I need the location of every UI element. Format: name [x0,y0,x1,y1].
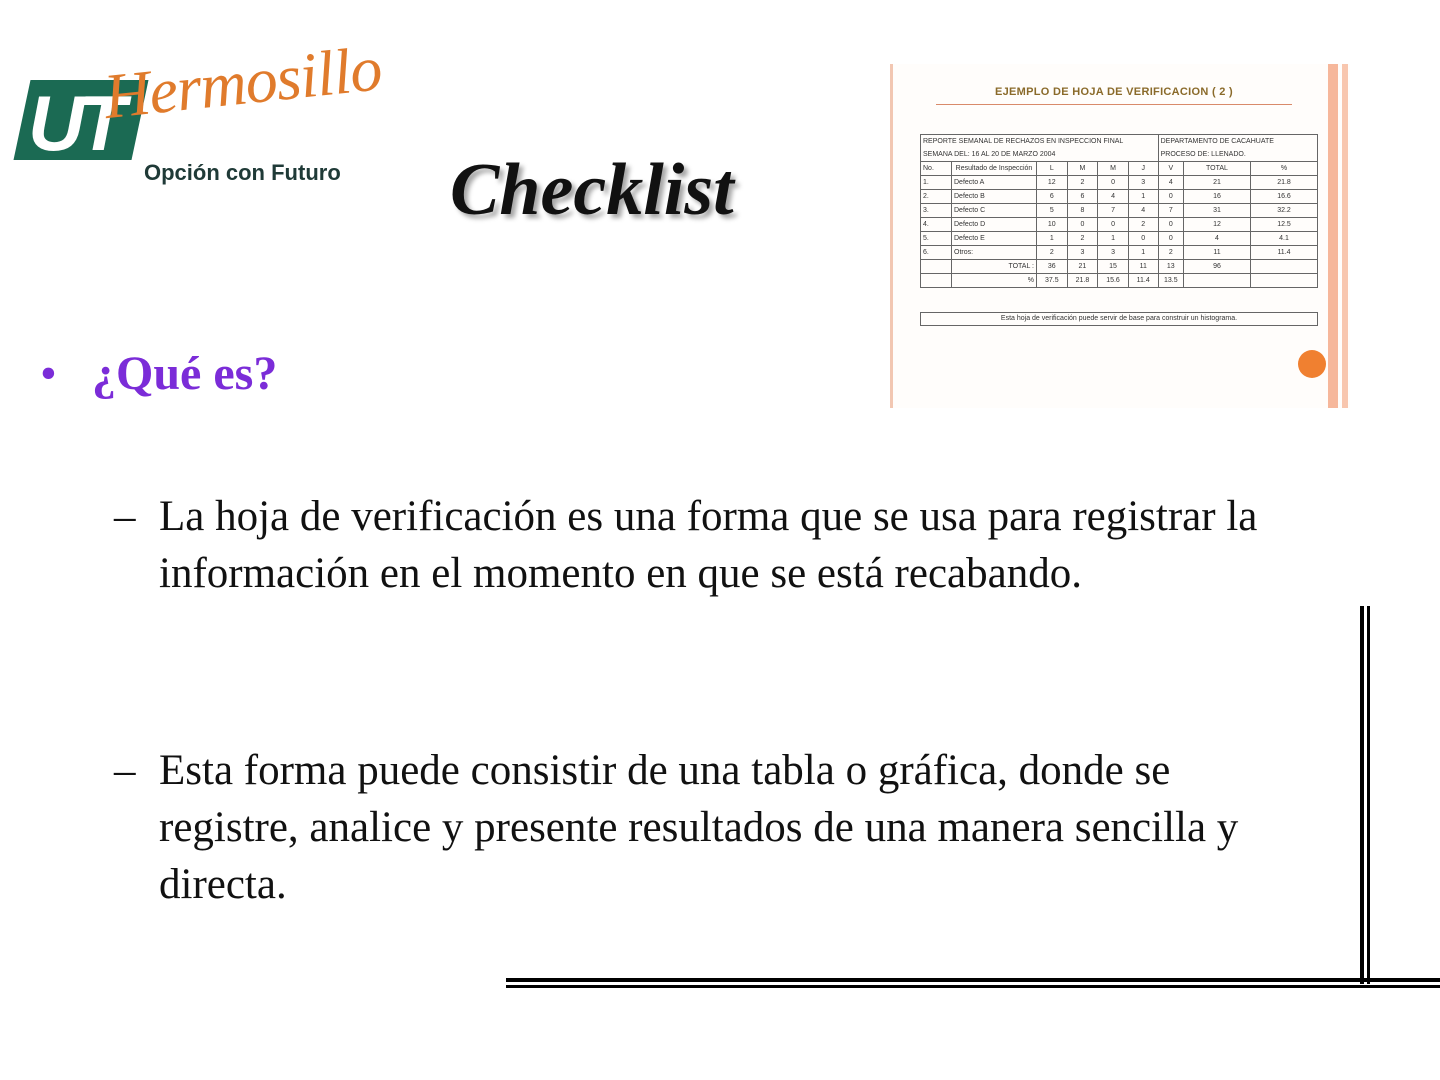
logo-name: Hermosillo [100,32,385,132]
report-label: REPORTE SEMANAL DE RECHAZOS EN INSPECCION FINAL [921,135,1159,149]
cell: 36 [1037,260,1068,274]
sheet-edge-right-outer [1342,64,1348,408]
orange-dot-decoration [1298,350,1326,378]
week-label: SEMANA DEL: 16 AL 20 DE MARZO 2004 [921,148,1159,162]
cell: 1. [921,176,952,190]
cell: 6 [1067,190,1098,204]
column-header: V [1158,162,1183,176]
cell: 4 [1184,232,1251,246]
table-row [921,232,1318,246]
cell: 13 [1158,260,1183,274]
cell: 3 [1098,246,1129,260]
column-header-row [921,162,1318,176]
frame-line-vertical [1360,606,1364,984]
cell [1251,260,1318,274]
cell: 15 [1098,260,1129,274]
ut-hermosillo-logo [22,32,385,202]
subpoint-marker: – [114,493,136,540]
slide-title: Checklist [450,149,734,231]
column-header: M [1067,162,1098,176]
cell: 3 [1067,246,1098,260]
cell: 4.1 [1251,232,1318,246]
column-header: % [1251,162,1318,176]
cell: 11.4 [1128,274,1158,288]
cell: 11 [1184,246,1251,260]
total-label: TOTAL : [952,260,1037,274]
percent-row [921,274,1318,288]
cell: 11 [1128,260,1158,274]
cell: 1 [1128,246,1158,260]
cell: 21 [1184,176,1251,190]
frame-line-horizontal [506,978,1440,982]
cell: 21 [1067,260,1098,274]
inspection-report-table [920,134,1318,288]
cell: Defecto C [952,204,1037,218]
cell: 12.5 [1251,218,1318,232]
table-row [921,246,1318,260]
percent-label: % [952,274,1037,288]
table-row [921,218,1318,232]
cell: 0 [1158,218,1183,232]
column-header: TOTAL [1184,162,1251,176]
cell: 3 [1128,176,1158,190]
cell: 5. [921,232,952,246]
cell: 6 [1037,190,1068,204]
cell: 2 [1067,176,1098,190]
cell: 1 [1098,232,1129,246]
report-header-row [921,135,1318,149]
sheet-title-rule [936,104,1292,105]
cell: 0 [1128,232,1158,246]
table-row [921,176,1318,190]
cell: 12 [1037,176,1068,190]
cell: Defecto D [952,218,1037,232]
sheet-edge-right [1328,64,1338,408]
column-header: L [1037,162,1068,176]
cell: 13.5 [1158,274,1183,288]
cell: 1 [1128,190,1158,204]
cell: 4 [1128,204,1158,218]
cell: 2. [921,190,952,204]
logo-ut-mark: UT [28,79,120,167]
cell: 16.6 [1251,190,1318,204]
cell: 16 [1184,190,1251,204]
bullet-text: ¿Qué es? [92,347,278,400]
cell: 8 [1067,204,1098,218]
cell: 21.8 [1067,274,1098,288]
logo-slogan: Opción con Futuro [144,160,341,185]
cell [1251,274,1318,288]
cell: 6. [921,246,952,260]
cell: 5 [1037,204,1068,218]
cell: 2 [1128,218,1158,232]
cell: Defecto E [952,232,1037,246]
cell: 0 [1158,190,1183,204]
department-label: DEPARTAMENTO DE CACAHUATE [1158,135,1317,149]
sheet-note: Esta hoja de verificación puede servir de base para construir un histograma. [920,312,1318,326]
cell: 10 [1037,218,1068,232]
cell: Defecto B [952,190,1037,204]
cell: Otros: [952,246,1037,260]
cell: 0 [1067,218,1098,232]
cell: 37.5 [1037,274,1068,288]
cell [921,274,952,288]
column-header: No. [921,162,952,176]
column-header: Resultado de Inspección [952,162,1037,176]
report-week-row [921,148,1318,162]
frame-line-vertical [1367,606,1370,984]
cell: 31 [1184,204,1251,218]
cell: 4. [921,218,952,232]
cell: 15.6 [1098,274,1129,288]
subpoint-text: La hoja de verificación es una forma que se usa para registrar la información en el momento en que se está recabando. [159,493,1258,597]
subpoint-marker: – [114,747,136,794]
table-row [921,204,1318,218]
sheet-title: EJEMPLO DE HOJA DE VERIFICACION ( 2 ) [994,86,1234,98]
cell: 7 [1098,204,1129,218]
cell: 32.2 [1251,204,1318,218]
sheet-edge-left [890,64,893,408]
table-row [921,190,1318,204]
cell: 11.4 [1251,246,1318,260]
cell: 2 [1037,246,1068,260]
frame-line-horizontal [506,985,1440,988]
cell: Defecto A [952,176,1037,190]
bullet-question [40,346,277,402]
column-header: J [1128,162,1158,176]
subpoint-text: Esta forma puede consistir de una tabla o gráfica, donde se registre, analice y presente resultados de una manera sencilla y directa. [159,747,1239,908]
cell: 4 [1098,190,1129,204]
cell: 0 [1158,232,1183,246]
cell: 0 [1098,176,1129,190]
cell [921,260,952,274]
column-header: M [1098,162,1129,176]
cell: 7 [1158,204,1183,218]
cell: 0 [1098,218,1129,232]
total-row [921,260,1318,274]
cell: 21.8 [1251,176,1318,190]
cell: 2 [1158,246,1183,260]
cell: 12 [1184,218,1251,232]
bullet-marker: • [40,347,57,400]
process-label: PROCESO DE: LLENADO. [1158,148,1317,162]
subpoint-definition [114,488,1264,602]
cell: 2 [1067,232,1098,246]
cell: 3. [921,204,952,218]
check-sheet-example-image [890,64,1350,408]
cell: 1 [1037,232,1068,246]
cell: 4 [1158,176,1183,190]
subpoint-description [114,742,1264,913]
grand-total: 96 [1184,260,1251,274]
cell [1184,274,1251,288]
